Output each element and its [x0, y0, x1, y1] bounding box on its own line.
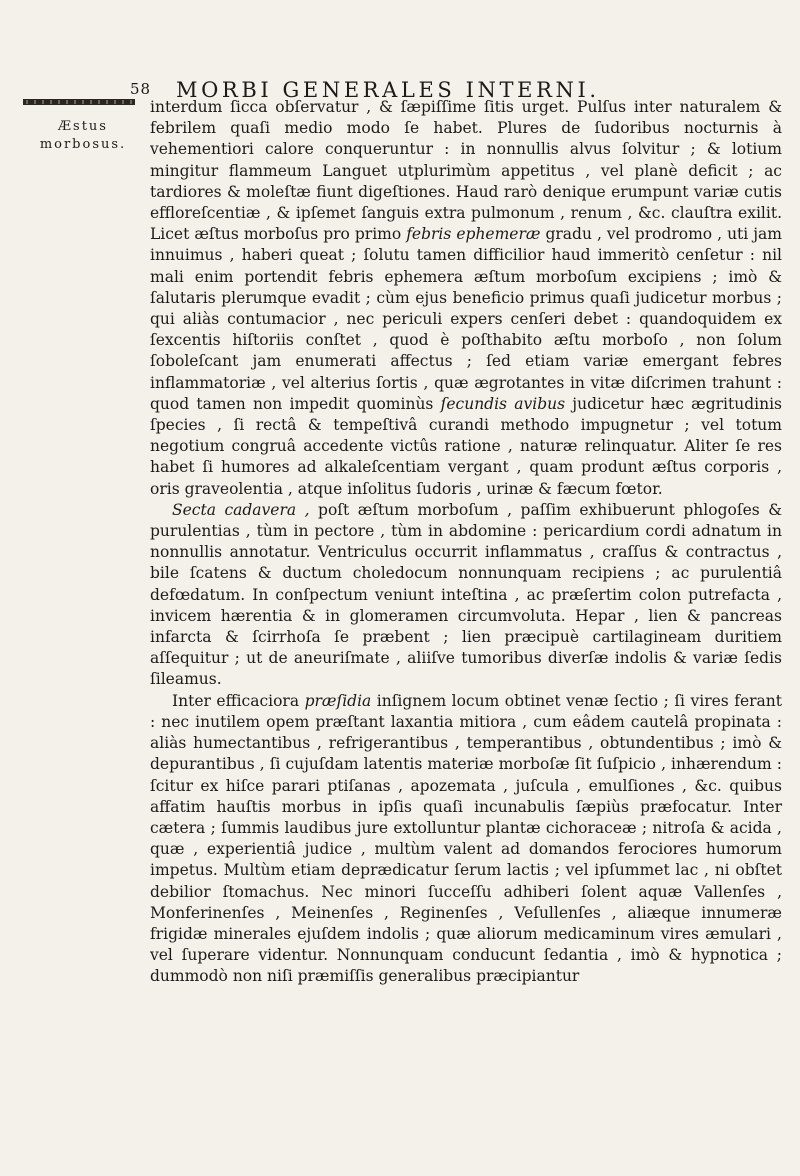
- italic-phrase: Secta cadavera ,: [172, 500, 310, 519]
- ornament-rule: [23, 99, 135, 105]
- paragraph: interdum ſicca obſervatur , & ſæpiſſime ſitis urget. Pulſus inter naturalem & febrilem quaſi medio modo ſe habet. Plures de ſudoribus nocturnis à vehementiori calore conqueruntur : in nonnullis alvus ſolvitur ; & lotium mingitur flammeum Languet utplurimùm appetitus , vel planè deficit ; ac tardiores & moleſtæ fiunt digeſtiones. Haud rarò denique erumpunt variæ cutis efflorеſcentiæ , & ipſemet ſanguis extra pulmonum , renum , &c. clauſtra exilit. Licet æſtus morboſus pro primo febris ephemeræ gradu , vel prodromo , uti jam innuimus , haberi queat ; ſolutu tamen difficilior haud immeritò cenſetur : nil mali enim portendit febris ephemera æſtum morboſum excipiens ; imò & ſalutaris plerumque evadit ; cùm ejus beneficio primus quaſi judicetur morbus ; qui aliàs contumacior , nec periculi expers cenſeri debet : quandoquidem ex ſexcentis hiſtoriis conſtet , quod è poſthabito æſtu morboſo , non ſolum ſoboleſcant jam enumerati affectus ; ſed etiam variæ emergant febres inflammatoriæ , vel alterius ſortis , quæ ægrotantes in vitæ diſcrimen trahunt : quod tamen non impedit quominùs ſecundis avibus judicetur hæc ægritudinis ſpecies , ſi rectâ & tempeſtivâ curandi methodo impugnetur ; vel totum negotium congruâ accedente victûs ratione , naturæ relinquatur. Aliter ſe res habet ſi humores ad alkaleſcentiam vergant , quam produnt æſtus corporis , oris graveolentia , atque inſolitus ſudoris , urinæ & fæcum fœtor.: [150, 98, 782, 498]
- italic-phrase: præſidia: [304, 691, 372, 710]
- paragraph: Inter efficaciora præſidia inſignem locum obtinet venæ ſectio ; ſi vires ferant : nec inutilem opem præſtant laxantia mitiora , cum eâdem cautelâ propinata : aliàs humectantibus , refrigerantibus , temperantibus , obtundentibus ; imò & depurantibus , ſi cujuſdam latentis materiæ morboſæ ſit ſuſpicio , inhærendum : ſcitur ex hiſce parari ptiſanas , apozemata , juſcula , emulſiones , &c. quibus affatim hauſtis morbus in ipſis quaſi incunabulis ſæpiùs præfocatur. Inter cætera ; ſummis laudibus jure extolluntur plantæ cichoraceæ ; nitroſa & acida , quæ , experientiâ judice , multùm valent ad domandos ferociores humorum impetus. Multùm etiam deprædicatur ſerum lactis ; vel ipſummet lac , ni obſtet debilior ſtomachus. Nec minori ſucceſſu adhiberi ſolent aquæ Vallenſes , Monferinenſes , Meinenſes , Reginenſes , Veſullenſes , aliæque innumeræ frigidæ minerales ejuſdem indolis ; quæ aliorum medicaminum vires æmulari , vel ſuperare videntur. Nonnunquam conducunt ſedantia , imò & hypnotica ; dummodò non niſi præmiſſis generalibus præcipiantur: [150, 691, 782, 986]
- margin-note: [28, 118, 138, 154]
- page-number: 58: [130, 80, 152, 98]
- paragraph: Secta cadavera , poſt æſtum morboſum , paſſim exhibuerunt phlogoſes & purulentias , tùm in pectore , tùm in abdomine : pericardium cordi adnatum in nonnullis annotatur. Ventriculus occurrit inflammatus , craſſus & contractus , bile ſcatens & ductum choledocum nonnunquam recipiens ; ac purulentiâ defœdatum. In conſpectum veniunt inteſtina , ac præſertim colon putrefacta , invicem hærentia & in glomeramen circumvoluta. Hepar , lien & pancreas infarcta & ſcirrhoſa ſe præbent ; lien præcipuè cartilagineam duritiem aſſequitur ; ut de aneuriſmate , aliiſve tumoribus diverſæ indolis & variæ ſedis ſileamus.: [150, 500, 782, 689]
- running-head: MORBI GENERALES INTERNI.: [176, 78, 600, 102]
- italic-phrase: ſecundis avibus: [440, 394, 566, 413]
- margin-note-line: Æstus: [58, 119, 108, 134]
- italic-phrase: febris ephemeræ: [406, 225, 541, 244]
- body-text: [150, 97, 782, 988]
- margin-note-line: morbosus.: [39, 137, 127, 152]
